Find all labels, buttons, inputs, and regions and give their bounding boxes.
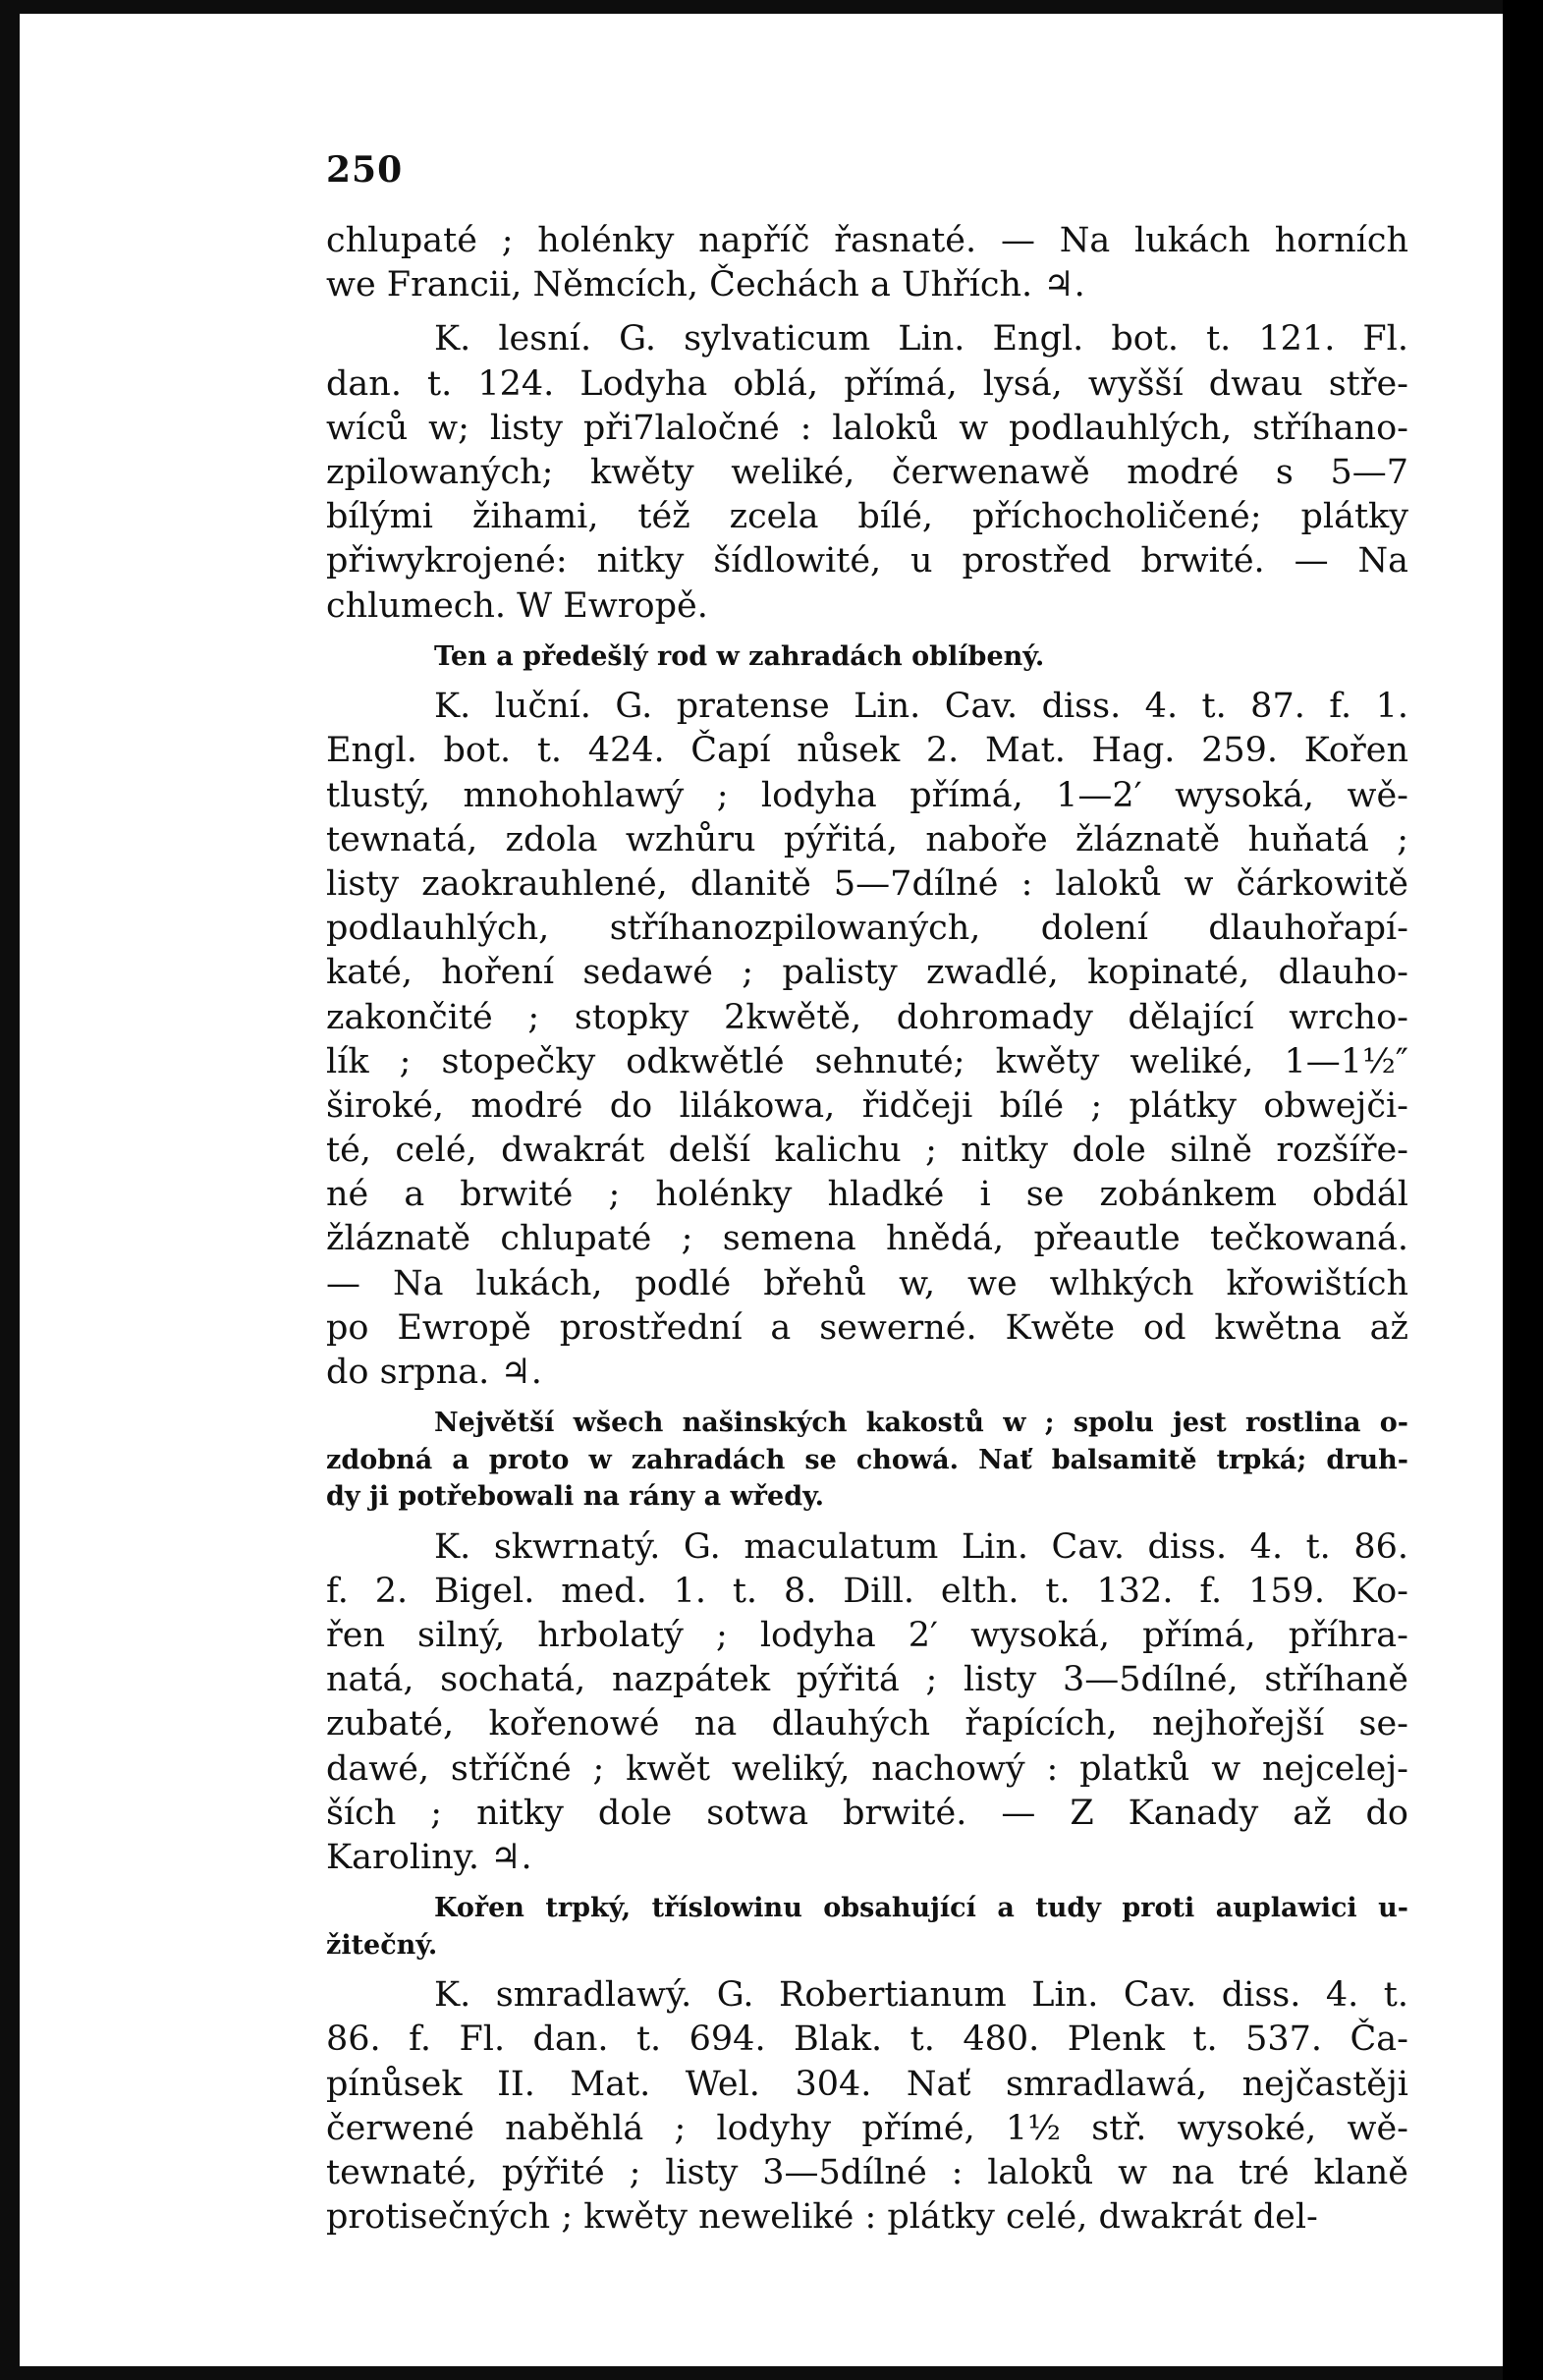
note-paragraph — [326, 638, 1408, 676]
paragraph-gap — [326, 629, 1408, 638]
text-line: tewnatá, zdola wzhůru pýřitá, naboře žláznatě huňatá ; — [326, 819, 1408, 859]
text-line: řen silný, hrbolatý ; lodyha 2′ wysoká, přímá, příhra- — [326, 1616, 1408, 1656]
text-line: chlupaté ; holénky napříč řasnaté. — Na lukách horních — [326, 221, 1408, 260]
text-line: we Francii, Němcích, Čechách a Uhřích. ♃. — [326, 265, 1085, 305]
text-line: pínůsek II. Mat. Wel. 304. Nať smradlawá, nejčastěji — [326, 2064, 1408, 2104]
text-line: chlumech. W Ewropě. — [326, 585, 708, 626]
text-line: lík ; stopečky odkwětlé sehnuté; kwěty weliké, 1—1½″ — [326, 1041, 1408, 1081]
page-body — [326, 219, 1408, 2240]
note-line: žitečný. — [326, 1929, 438, 1961]
paragraph-gap — [326, 1964, 1408, 1973]
paragraph — [326, 317, 1408, 628]
page-number: 250 — [326, 149, 404, 191]
text-line: katé, hoření sedawé ; palisty zwadlé, kopinaté, dlauho- — [326, 953, 1408, 993]
text-line: K. luční. G. pratense Lin. Cav. diss. 4. t. 87. f. 1. — [434, 687, 1408, 727]
text-line: zpilowaných; kwěty weliké, čerwenawě modré s 5—7 — [326, 452, 1408, 492]
text-line: po Ewropě prostřední a sewerné. Kwěte od kwětna až — [326, 1307, 1408, 1348]
text-line: dan. t. 124. Lodyha oblá, přímá, lysá, wyšší dwau stře- — [326, 363, 1408, 404]
text-line: Engl. bot. t. 424. Čapí nůsek 2. Mat. Hag. 259. Kořen — [326, 731, 1408, 771]
text-line: protisečných ; kwěty neweliké : plátky celé, dwakrát del- — [326, 2197, 1318, 2238]
text-line: ších ; nitky dole sotwa brwité. — Z Kanady až do — [326, 1793, 1408, 1833]
text-line: K. skwrnatý. G. maculatum Lin. Cav. diss. 4. t. 86. — [434, 1526, 1408, 1567]
text-line: wíců w; listy při7laločné : laloků w podlauhlých, stříhano- — [326, 408, 1408, 448]
paragraph-gap — [326, 1516, 1408, 1525]
paragraph-gap — [326, 675, 1408, 685]
text-line: tewnaté, pýřité ; listy 3—5dílné : laloků w na tré klaně — [326, 2152, 1408, 2192]
text-line: 86. f. Fl. dan. t. 694. Blak. t. 480. Plenk t. 537. Ča- — [326, 2020, 1408, 2060]
text-line: do srpna. ♃. — [326, 1353, 542, 1392]
text-line: bílými žihami, též zcela bílé, příchocholičené; plátky — [326, 497, 1408, 537]
paragraph — [326, 219, 1408, 307]
paragraph — [326, 1525, 1408, 1881]
text-line: široké, modré do lilákowa, řidčeji bílé ; plátky obwejči- — [326, 1085, 1408, 1126]
text-line: tlustý, mnohohlawý ; lodyha přímá, 1—2′ wysoká, wě- — [326, 775, 1408, 815]
scan-edge — [1503, 0, 1543, 2380]
paragraph-gap — [326, 307, 1408, 317]
text-line: podlauhlých, stříhanozpilowaných, dolení dlauhořapí- — [326, 909, 1408, 949]
note-line: dy ji potřebowali na rány a wředy. — [326, 1481, 825, 1513]
text-line: K. lesní. G. sylvaticum Lin. Engl. bot. t. 121. Fl. — [434, 319, 1408, 360]
text-line: žláznatě chlupaté ; semena hnědá, přeautle tečkowaná. — [326, 1219, 1408, 1259]
paragraph-gap — [326, 1395, 1408, 1405]
text-line: dawé, stříčné ; kwět weliký, nachowý : platků w nejcelej- — [326, 1748, 1408, 1789]
text-line: f. 2. Bigel. med. 1. t. 8. Dill. elth. t. 132. f. 159. Ko- — [326, 1571, 1408, 1611]
paragraph — [326, 1973, 1408, 2240]
note-paragraph — [326, 1405, 1408, 1516]
paragraph-gap — [326, 1880, 1408, 1890]
text-line: té, celé, dwakrát delší kalichu ; nitky dole silně rozšíře- — [326, 1131, 1408, 1171]
note-line: zdobná a proto w zahradách se chowá. Nať balsamitě trpká; druh- — [326, 1444, 1408, 1475]
note-paragraph — [326, 1890, 1408, 1964]
text-line: zubaté, kořenowé na dlauhých řapících, nejhořejší se- — [326, 1704, 1408, 1744]
text-line: K. smradlawý. G. Robertianum Lin. Cav. diss. 4. t. — [434, 1975, 1408, 2016]
text-line: přiwykrojené: nitky šídlowité, u prostřed brwité. — Na — [326, 541, 1408, 581]
text-line: čerwené naběhlá ; lodyhy přímé, 1½ stř. wysoké, wě- — [326, 2108, 1408, 2148]
text-line: né a brwité ; holénky hladké i se zobánkem obdál — [326, 1175, 1408, 1215]
text-line: natá, sochatá, nazpátek pýřitá ; listy 3—5dílné, stříhaně — [326, 1660, 1408, 1700]
paragraph — [326, 685, 1408, 1395]
text-line: listy zaokrauhlené, dlanitě 5—7dílné : laloků w čárkowitě — [326, 863, 1408, 904]
note-line: Ten a předešlý rod w zahradách oblíbený. — [434, 640, 1045, 672]
note-line: Největší wšech našinských kakostů w ; spolu jest rostlina o- — [434, 1408, 1408, 1439]
text-line: zakončité ; stopky 2kwětě, dohromady dělající wrcho- — [326, 997, 1408, 1037]
text-line: — Na lukách, podlé břehů w, we wlhkých křowištích — [326, 1263, 1408, 1303]
text-line: Karoliny. ♃. — [326, 1838, 532, 1877]
note-line: Kořen trpký, tříslowinu obsahující a tudy proti auplawici u- — [434, 1893, 1408, 1924]
